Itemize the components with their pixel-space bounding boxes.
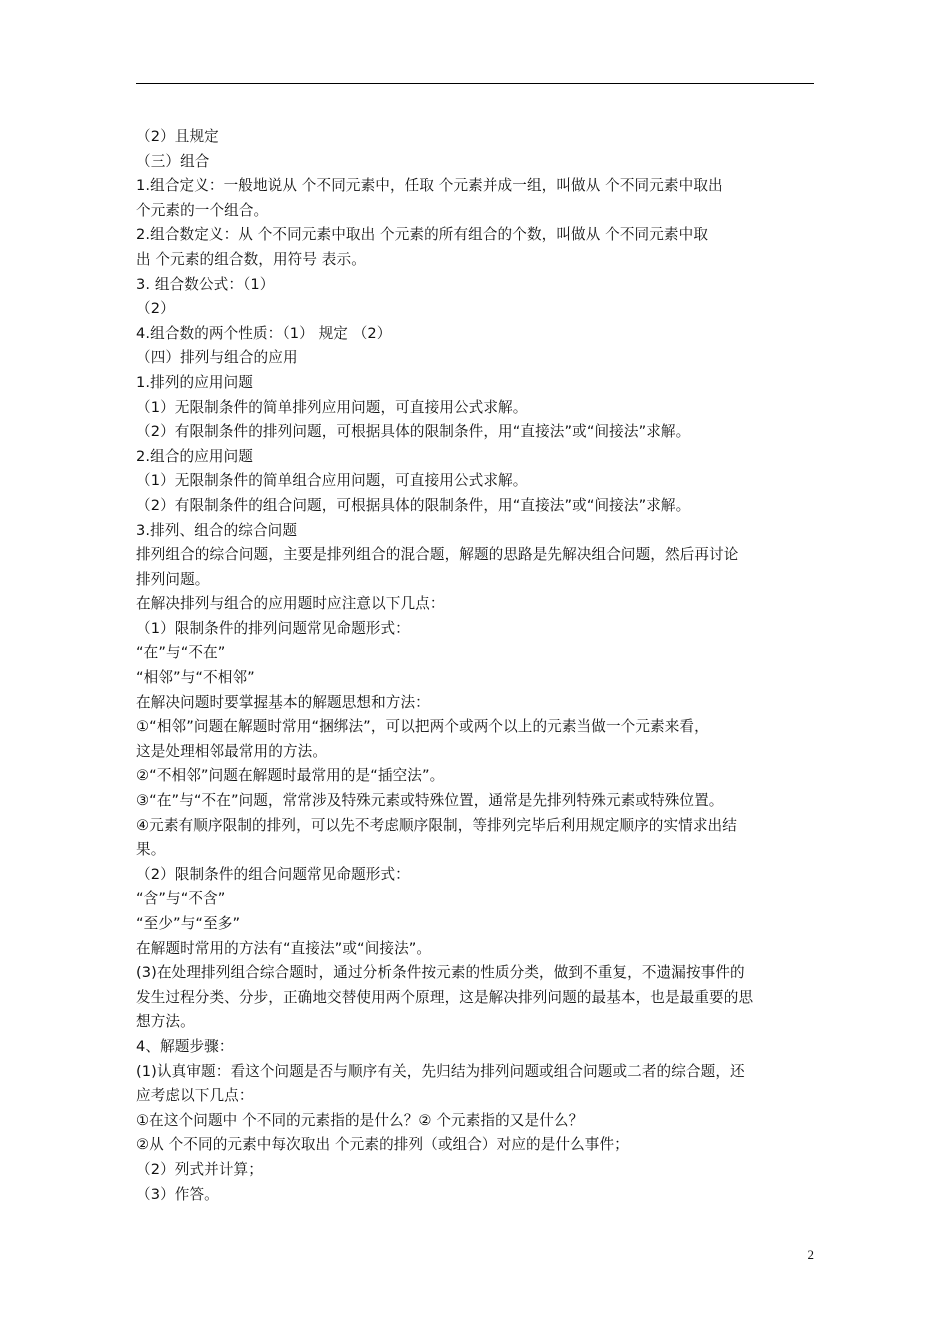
text-line: （1）无限制条件的简单排列应用问题，可直接用公式求解。 <box>136 398 528 416</box>
text-line: ①在这个问题中 个不同的元素指的是什么？② 个元素指的又是什么？ <box>136 1111 584 1129</box>
text-line: ②从 个不同的元素中每次取出 个元素的排列（或组合）对应的是什么事件； <box>136 1136 629 1154</box>
text-line: （三）组合 <box>136 152 210 170</box>
text-line: （3）作答。 <box>136 1185 219 1203</box>
text-line: （2） <box>136 300 175 318</box>
text-line: （1）限制条件的排列问题常见命题形式： <box>136 619 410 637</box>
text-line: ①“相邻”问题在解题时常用“捆绑法”，可以把两个或两个以上的元素当做一个元素来看， <box>136 718 709 736</box>
text-line: 2.组合的应用问题 <box>136 447 253 465</box>
text-line: 4、解题步骤： <box>136 1037 234 1055</box>
text-line: （2）且规定 <box>136 128 219 145</box>
text-line: 排列组合的综合问题，主要是排列组合的混合题，解题的思路是先解决组合问题，然后再讨论 <box>136 546 739 564</box>
text-line: 4.组合数的两个性质：（1） 规定 （2） <box>136 324 392 342</box>
page-number: 2 <box>807 1247 814 1262</box>
text-line: ③“在”与“不在”问题，常常涉及特殊元素或特殊位置，通常是先排列特殊元素或特殊位置。 <box>136 792 724 810</box>
text-line: （2）限制条件的组合问题常见命题形式： <box>136 865 410 883</box>
text-line: ②“不相邻”问题在解题时最常用的是“插空法”。 <box>136 767 445 785</box>
text-line: 出 个元素的组合数，用符号 表示。 <box>136 250 366 268</box>
text-line: 发生过程分类、分步，正确地交替使用两个原理，这是解决排列问题的最基本，也是最重要的思 <box>136 988 754 1006</box>
text-line: 想方法。 <box>136 1013 195 1031</box>
text-line: （1）无限制条件的简单组合应用问题，可直接用公式求解。 <box>136 472 528 490</box>
text-line: 在解题时常用的方法有“直接法”或“间接法”。 <box>136 939 432 957</box>
text-line: ④元素有顺序限制的排列，可以先不考虑顺序限制，等排列完毕后利用规定顺序的实情求出结 <box>136 816 737 834</box>
text-line: 应考虑以下几点： <box>136 1087 254 1105</box>
section-heading: （四）排列与组合的应用 <box>136 349 298 367</box>
text-line: 在解决排列与组合的应用题时应注意以下几点： <box>136 595 445 613</box>
text-line: “至少”与“至多” <box>136 915 241 932</box>
text-line: 1.组合定义：一般地说从 个不同元素中，任取 个元素并成一组，叫做从 个不同元素中取出 <box>136 177 723 195</box>
text-line: “在”与“不在” <box>136 644 226 662</box>
text-line: “相邻”与“不相邻” <box>136 669 255 687</box>
text-line: 个元素的一个组合。 <box>136 201 269 219</box>
text-line: 1.排列的应用问题 <box>136 373 253 391</box>
text-line: 在解决问题时要掌握基本的解题思想和方法： <box>136 693 430 711</box>
header-rule <box>136 83 814 84</box>
text-line: (1)认真审题：看这个问题是否与顺序有关，先归结为排列问题或组合问题或二者的综合题，还 <box>136 1062 745 1080</box>
text-line: (3)在处理排列组合综合题时，通过分析条件按元素的性质分类，做到不重复，不遗漏按事件的 <box>136 964 745 982</box>
text-line: 3. 组合数公式：（1） <box>136 275 275 293</box>
text-line: “含”与“不含” <box>136 890 226 908</box>
text-line: （2）列式并计算； <box>136 1160 263 1178</box>
document-body <box>136 125 816 1207</box>
text-line: 排列问题。 <box>136 570 210 588</box>
text-line: 3.排列、组合的综合问题 <box>136 521 298 539</box>
text-line: （2）有限制条件的组合问题，可根据具体的限制条件，用“直接法”或“间接法”求解。 <box>136 496 691 514</box>
text-line: （2）有限制条件的排列问题，可根据具体的限制条件，用“直接法”或“间接法”求解。 <box>136 423 691 441</box>
text-line: 果。 <box>136 841 166 859</box>
text-line: 这是处理相邻最常用的方法。 <box>136 742 328 760</box>
text-line: 2.组合数定义：从 个不同元素中取出 个元素的所有组合的个数，叫做从 个不同元素中取 <box>136 226 709 244</box>
